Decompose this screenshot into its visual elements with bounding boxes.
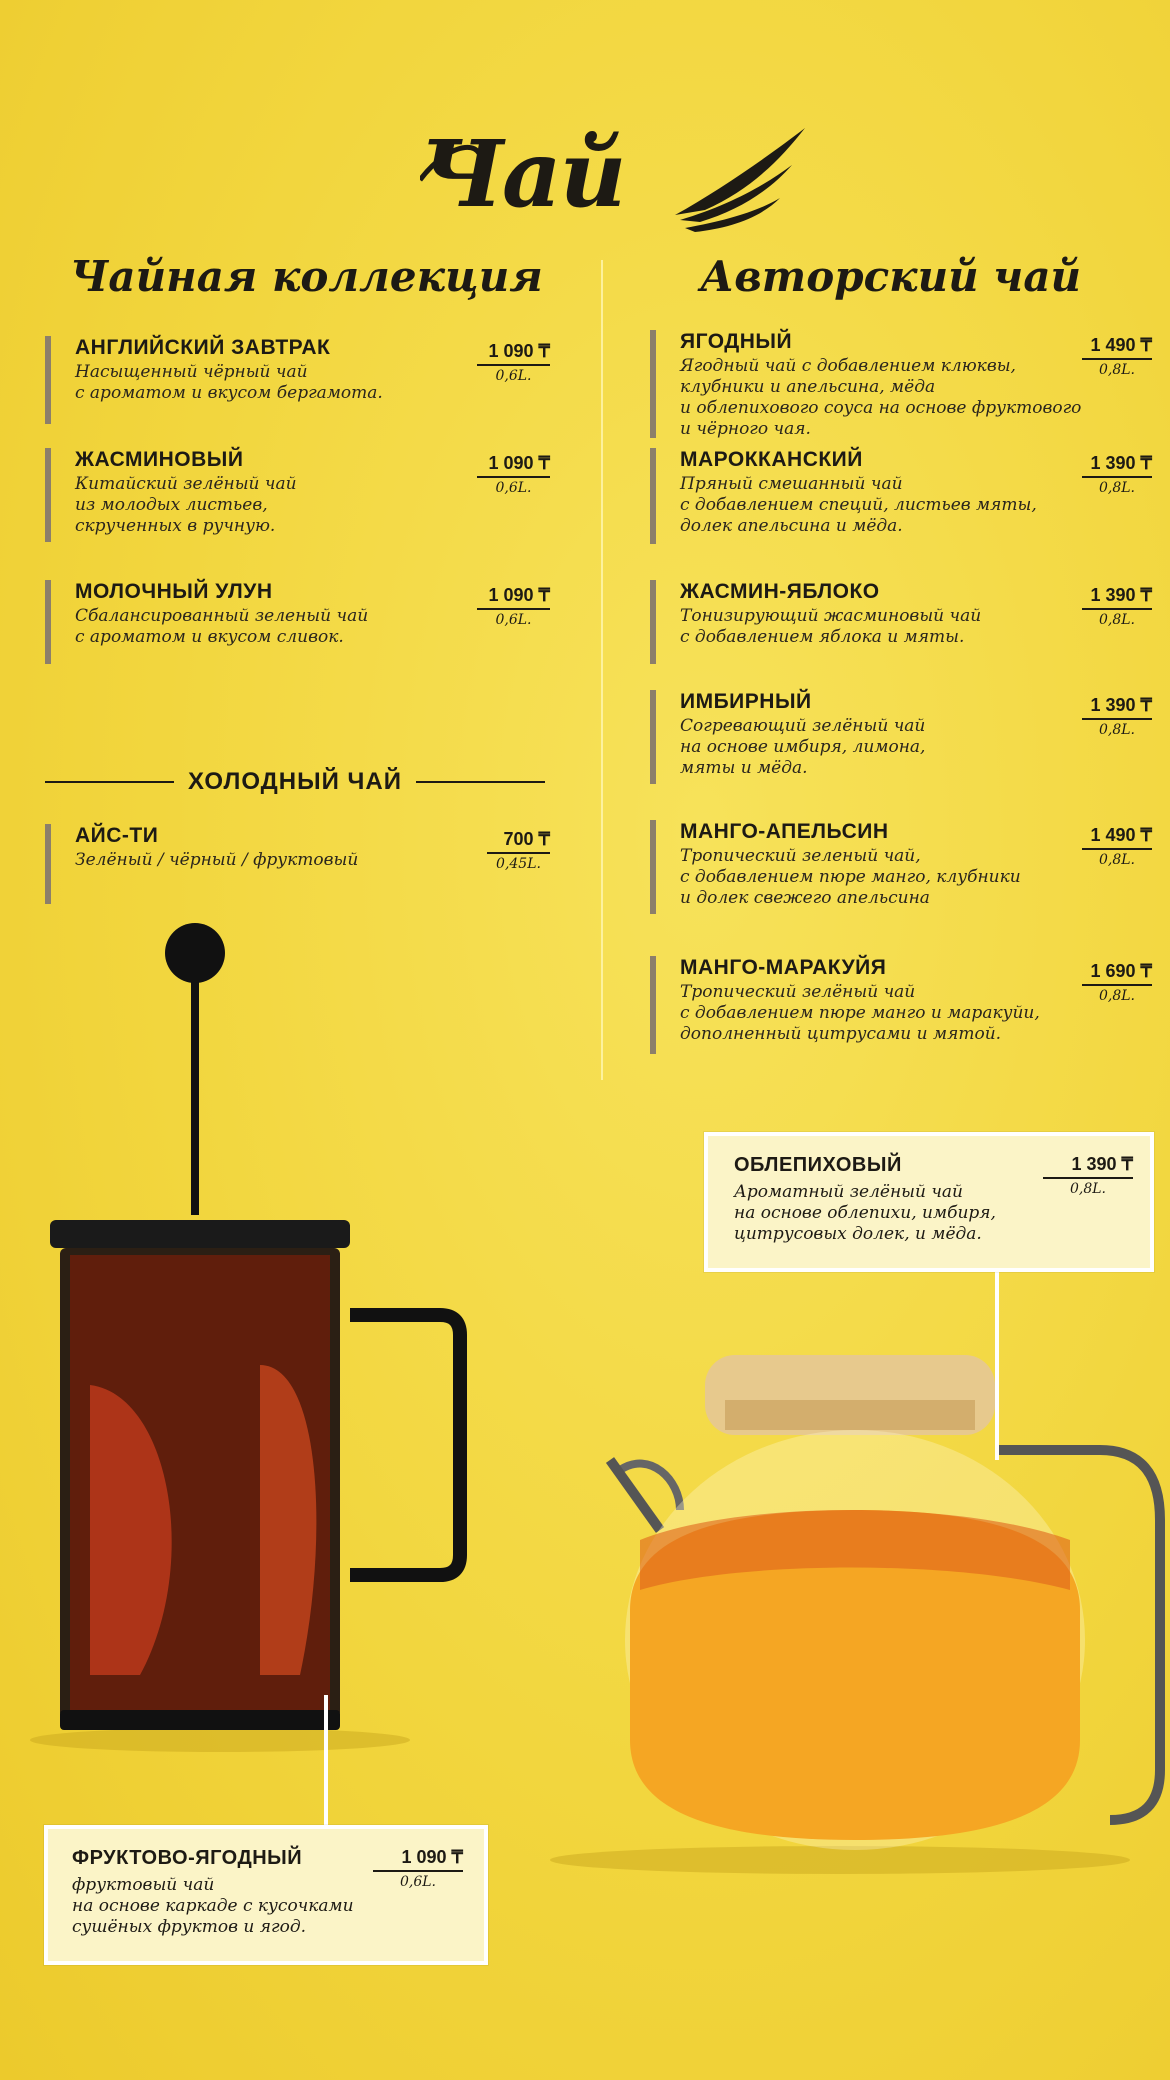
- item-name: МАНГО-МАРАКУЙЯ: [680, 956, 887, 979]
- teapot-image: [540, 1340, 1170, 1880]
- item-desc: Насыщенный чёрный чай с ароматом и вкусом бергамота.: [75, 362, 383, 403]
- cold-tea-heading: ХОЛОДНЫЙ ЧАЙ: [45, 768, 545, 796]
- item-price: 1 390 ₸ 0,8L.: [1082, 584, 1152, 628]
- item-price: 1 390 ₸ 0,8L.: [1082, 452, 1152, 496]
- item-name: ЖАСМИНОВЫЙ: [75, 448, 244, 471]
- item-name: МАНГО-АПЕЛЬСИН: [680, 820, 889, 843]
- item-price: 1 090 ₸ 0,6L.: [373, 1847, 463, 1890]
- item-price: 1 690 ₸ 0,8L.: [1082, 960, 1152, 1004]
- item-desc: фруктовый чай на основе каркаде с кусочками сушёных фруктов и ягод.: [72, 1875, 354, 1937]
- author-heading: Авторский чай: [700, 252, 1082, 301]
- french-press-image: [20, 915, 480, 1755]
- item-desc: Тропический зеленый чай, с добавлением пюре манго, клубники и долек свежего апельсина: [680, 846, 1021, 908]
- menu-item: [45, 448, 475, 542]
- connector-line: [995, 1270, 999, 1460]
- featured-box-fruit: [44, 1825, 488, 1965]
- item-price: 1 090 ₸ 0,6L.: [477, 452, 550, 496]
- item-name: МОЛОЧНЫЙ УЛУН: [75, 580, 273, 603]
- item-name: МАРОККАНСКИЙ: [680, 448, 863, 471]
- menu-item: [45, 824, 475, 904]
- item-price: 700 ₸ 0,45L.: [487, 828, 550, 872]
- item-desc: Ароматный зелёный чай на основе облепихи, имбиря, цитрусовых долек, и мёда.: [734, 1182, 996, 1244]
- item-price: 1 490 ₸ 0,8L.: [1082, 824, 1152, 868]
- collection-heading: Чайная коллекция: [70, 252, 543, 301]
- menu-item: [45, 580, 475, 664]
- item-desc: Согревающий зелёный чай на основе имбиря, лимона, мяты и мёда.: [680, 716, 926, 778]
- item-name: ОБЛЕПИХОВЫЙ: [734, 1154, 902, 1176]
- item-name: ИМБИРНЫЙ: [680, 690, 812, 713]
- item-name: АНГЛИЙСКИЙ ЗАВТРАК: [75, 336, 331, 359]
- column-divider: [601, 260, 603, 1080]
- featured-box-oblepikha: [704, 1132, 1154, 1272]
- item-desc: Пряный смешанный чай с добавлением специй, листьев мяты, долек апельсина и мёда.: [680, 474, 1037, 536]
- item-name: ЯГОДНЫЙ: [680, 330, 793, 353]
- item-price: 1 490 ₸ 0,8L.: [1082, 334, 1152, 378]
- item-name: АЙС-ТИ: [75, 824, 159, 847]
- page-title: Чай: [420, 120, 625, 228]
- item-name: ЖАСМИН-ЯБЛОКО: [680, 580, 880, 603]
- item-desc: Тонизирующий жасминовый чай с добавлением яблока и мяты.: [680, 606, 982, 647]
- item-desc: Ягодный чай с добавлением клюквы, клубники и апельсина, мёда и облепихового соуса на основе фруктового и чёрного чая.: [680, 356, 1082, 439]
- item-price: 1 390 ₸ 0,8L.: [1043, 1154, 1133, 1197]
- item-desc: Китайский зелёный чай из молодых листьев, скрученных в ручную.: [75, 474, 297, 536]
- item-desc: Зелёный / чёрный / фруктовый: [75, 850, 359, 870]
- item-price: 1 090 ₸ 0,6L.: [477, 340, 550, 384]
- item-desc: Тропический зелёный чай с добавлением пюре манго и маракуйи, дополненный цитрусами и мятой.: [680, 982, 1040, 1044]
- item-name: ФРУКТОВО-ЯГОДНЫЙ: [72, 1847, 303, 1869]
- item-price: 1 090 ₸ 0,6L.: [477, 584, 550, 628]
- item-desc: Сбалансированный зеленый чай с ароматом и вкусом сливок.: [75, 606, 369, 647]
- item-price: 1 390 ₸ 0,8L.: [1082, 694, 1152, 738]
- connector-line: [324, 1695, 328, 1825]
- menu-item: [45, 336, 475, 424]
